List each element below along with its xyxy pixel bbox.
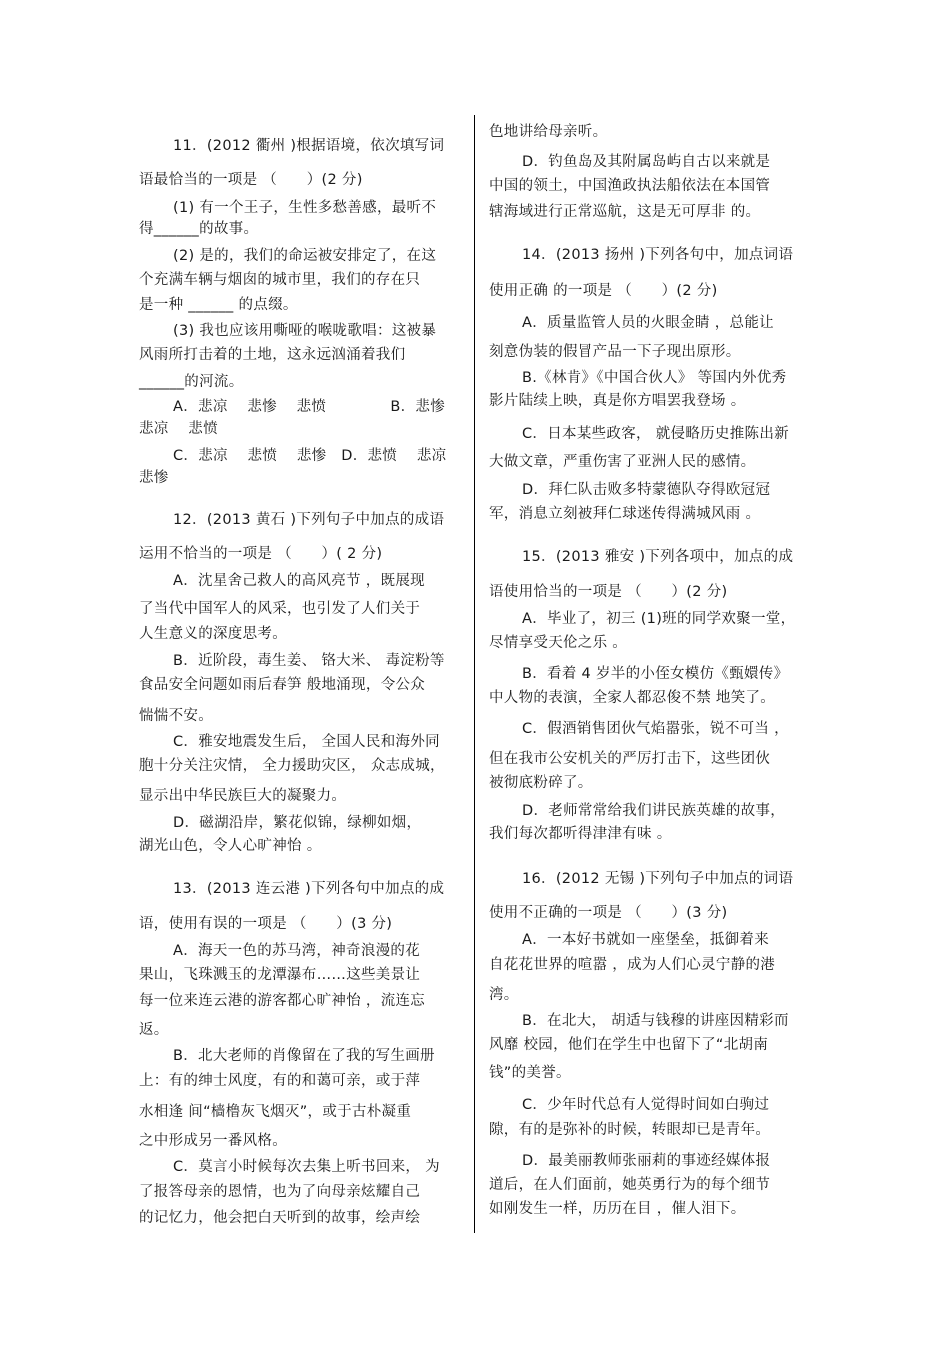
option-line: 人生意义的深度思考。 xyxy=(139,626,287,642)
option-line: 我们每次都听得津津有味 。 xyxy=(489,826,672,842)
option-line: 隙，有的是弥补的时候，转眼却已是青年。 xyxy=(489,1122,771,1138)
option-line: 道后，在人们面前，她英勇行为的每个细节 xyxy=(489,1177,771,1193)
sentence-line: 风雨所打击着的土地，这永远汹涌着我们 xyxy=(139,347,406,363)
question-header: 11．(2012 衢州 )根据语境，依次填写词 xyxy=(173,138,445,154)
option-line: 了当代中国军人的风采，也引发了人们关于 xyxy=(139,601,421,617)
sentence-line: ______的河流。 xyxy=(139,374,244,390)
sentence-line: (2) 是的，我们的命运被安排定了，在这 xyxy=(173,248,437,264)
option-line: 了报答母亲的恩情，也为了向母亲炫耀自己 xyxy=(139,1184,421,1200)
option-line: 风靡 校园，他们在学生中也留下了“北胡南 xyxy=(489,1037,769,1053)
option-line: B．在北大， 胡适与钱穆的讲座因精彩而 xyxy=(522,1013,789,1029)
option-line: 中国的领土，中国渔政执法船依法在本国管 xyxy=(489,178,771,194)
option-line: 影片陆续上映，真是你方唱罢我登场 。 xyxy=(489,393,746,409)
option-line: B．北大老师的肖像留在了我的写生画册 xyxy=(173,1048,435,1064)
option-line: 但在我市公安机关的严厉打击下，这些团伙 xyxy=(489,751,771,767)
option-line: 的记忆力，他会把白天听到的故事，绘声绘 xyxy=(139,1210,421,1226)
option-line: 军，消息立刻被拜仁球迷传得满城风雨 。 xyxy=(489,506,761,522)
question-header: 13．(2013 连云港 )下列各句中加点的成 xyxy=(173,881,445,897)
option-line: 返。 xyxy=(139,1022,169,1038)
option-line: 每一位来连云港的游客都心旷神怡 ，流连忘 xyxy=(139,993,426,1009)
option-line: A．悲凉 悲惨 悲愤 B．悲惨 xyxy=(173,399,445,415)
option-line: C．雅安地震发生后， 全国人民和海外同 xyxy=(173,734,440,750)
sentence-line: (1) 有一个王子，生性多愁善感，最听不 xyxy=(173,200,437,216)
option-line: C．莫言小时候每次去集上听书回来， 为 xyxy=(173,1159,440,1175)
option-line: 大做文章，严重伤害了亚洲人民的感情。 xyxy=(489,454,756,470)
sentence-line: 个充满车辆与烟囱的城市里，我们的存在只 xyxy=(139,272,421,288)
option-line: 中人物的表演，全家人都忍俊不禁 地笑了。 xyxy=(489,690,776,706)
question-header: 16．(2012 无锡 )下列句子中加点的词语 xyxy=(522,871,794,887)
option-line: 悲凉 悲愤 xyxy=(139,421,218,437)
question-header: 使用正确 的一项是 （ ）(2 分) xyxy=(489,283,718,299)
option-line: D．磁湖沿岸，繁花似锦，绿柳如烟， xyxy=(173,815,422,831)
option-line: 显示出中华民族巨大的凝聚力。 xyxy=(139,788,347,804)
option-line: B．看着 4 岁半的小侄女模仿《甄嬛传》 xyxy=(522,666,789,682)
column-divider xyxy=(474,115,475,1233)
option-line: D．老师常常给我们讲民族英雄的故事， xyxy=(522,803,786,819)
option-line: 被彻底粉碎了。 xyxy=(489,775,593,791)
option-line: 之中形成另一番风格。 xyxy=(139,1133,287,1149)
option-line: 湾。 xyxy=(489,987,519,1003)
option-line: A．沈星舍己救人的高风亮节 ，既展现 xyxy=(173,573,425,589)
option-line: 辖海域进行正常巡航，这是无可厚非 的。 xyxy=(489,204,761,220)
question-header: 运用不恰当的一项是 （ ）( 2 分) xyxy=(139,546,383,562)
option-line: 食品安全问题如雨后春笋 般地涌现，令公众 xyxy=(139,677,426,693)
option-line: C．悲凉 悲愤 悲惨 D．悲愤 悲凉 xyxy=(173,448,447,464)
option-line: B.《林肯》《中国合伙人》 等国内外优秀 xyxy=(522,370,787,386)
option-line: A．毕业了，初三 (1)班的同学欢聚一堂， xyxy=(522,611,796,627)
option-line: D．拜仁队击败多特蒙德队夺得欧冠冠 xyxy=(522,482,771,498)
question-header: 14．(2013 扬州 )下列各句中，加点词语 xyxy=(522,247,794,263)
question-header: 15．(2013 雅安 )下列各项中，加点的成 xyxy=(522,549,794,565)
option-line: C．日本某些政客， 就侵略历史推陈出新 xyxy=(522,426,789,442)
option-line: C．少年时代总有人觉得时间如白驹过 xyxy=(522,1097,770,1113)
question-header: 语最恰当的一项是 （ ）(2 分) xyxy=(139,172,363,188)
option-line: D．钓鱼岛及其附属岛屿自古以来就是 xyxy=(522,154,771,170)
option-line: 悲惨 xyxy=(139,470,169,486)
option-line: 惴惴不安。 xyxy=(139,708,213,724)
question-header: 语，使用有误的一项是 （ ）(3 分) xyxy=(139,916,393,932)
option-line: 刻意伪装的假冒产品一下子现出原形。 xyxy=(489,344,741,360)
option-line: 自花花世界的喧嚣 ，成为人们心灵宁静的港 xyxy=(489,957,776,973)
option-line: 胞十分关注灾情， 全力援助灾区， 众志成城， xyxy=(139,758,445,774)
option-line: C．假酒销售团伙气焰嚣张，锐不可当 ， xyxy=(522,721,789,737)
option-line: 色地讲给母亲听。 xyxy=(489,124,608,140)
sentence-line: 是一种 ______ 的点缀。 xyxy=(139,297,298,313)
option-line: A．海天一色的苏马湾，神奇浪漫的花 xyxy=(173,943,421,959)
option-line: A．一本好书就如一座堡垒，抵御着来 xyxy=(522,932,770,948)
option-line: 湖光山色，令人心旷神怡 。 xyxy=(139,838,322,854)
question-header: 使用不正确的一项是 （ ）(3 分) xyxy=(489,905,728,921)
option-line: A．质量监管人员的火眼金睛 ，总能让 xyxy=(522,315,774,331)
question-header: 语使用恰当的一项是 （ ）(2 分) xyxy=(489,584,728,600)
question-header: 12．(2013 黄石 )下列句子中加点的成语 xyxy=(173,512,445,528)
option-line: 上：有的绅士风度，有的和蔼可亲，或于萍 xyxy=(139,1073,421,1089)
sentence-line: (3) 我也应该用嘶哑的喉咙歌唱：这被暴 xyxy=(173,323,437,339)
option-line: B．近阶段，毒生姜、 铬大米、 毒淀粉等 xyxy=(173,653,445,669)
option-line: D．最美丽教师张丽莉的事迹经媒体报 xyxy=(522,1153,771,1169)
option-line: 尽情享受天伦之乐 。 xyxy=(489,635,628,651)
option-line: 果山，飞珠溅玉的龙潭瀑布……这些美景让 xyxy=(139,967,421,983)
option-line: 钱”的美誉。 xyxy=(489,1065,571,1081)
sentence-line: 得______的故事。 xyxy=(139,221,259,237)
option-line: 水相逢 间“樯橹灰飞烟灭”，或于古朴凝重 xyxy=(139,1104,412,1120)
option-line: 如刚发生一样，历历在目 ，催人泪下。 xyxy=(489,1201,746,1217)
